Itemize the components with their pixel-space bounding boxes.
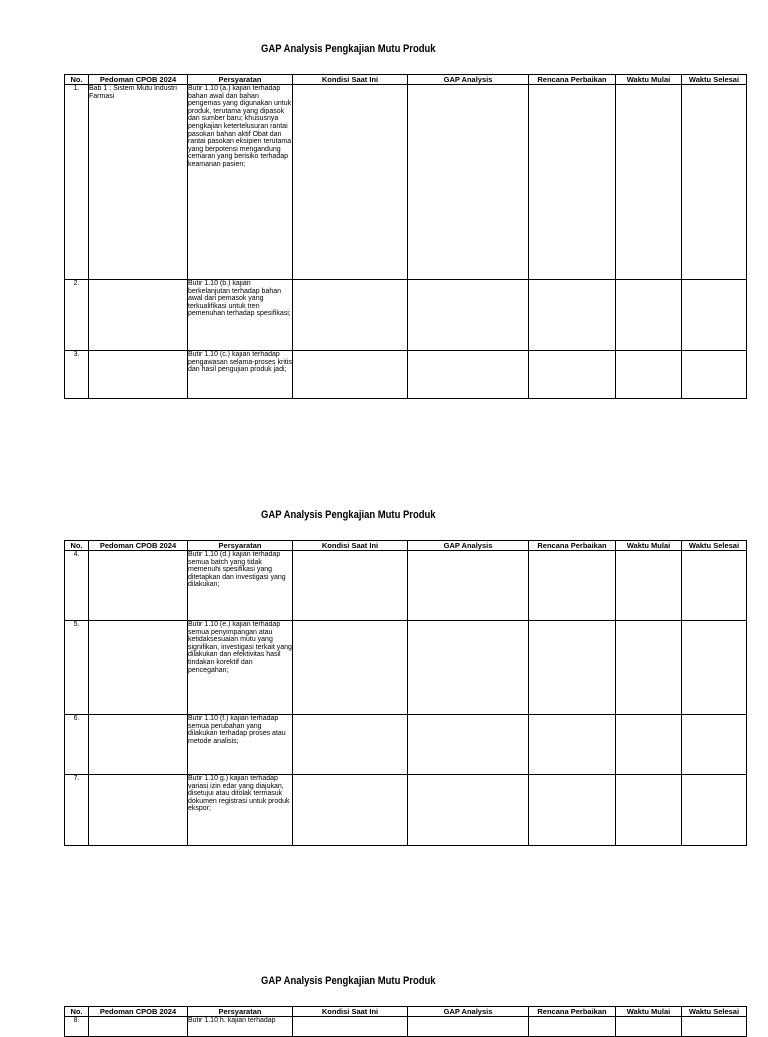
cell-gap-analysis[interactable] <box>408 280 529 351</box>
cell-waktu-mulai[interactable] <box>616 351 682 399</box>
header-persyaratan: Persyaratan <box>188 541 293 551</box>
cell-persyaratan: Butir 1.10 (f.) kajian terhadap semua perubahan yang dilakukan terhadap proses atau metode analisis; <box>188 715 293 775</box>
table-header-row <box>65 541 747 551</box>
header-persyaratan: Persyaratan <box>188 1007 293 1017</box>
cell-gap-analysis[interactable] <box>408 551 529 621</box>
table-header-row <box>65 1007 747 1017</box>
header-rencana: Rencana Perbaikan <box>529 541 616 551</box>
cell-waktu-selesai[interactable] <box>682 775 747 846</box>
header-waktu-mulai: Waktu Mulai <box>616 541 682 551</box>
header-kondisi: Kondisi Saat Ini <box>293 541 408 551</box>
header-waktu-selesai: Waktu Selesai <box>682 1007 747 1017</box>
header-pedoman: Pedoman CPOB 2024 <box>89 1007 188 1017</box>
cell-no: 7. <box>65 775 89 846</box>
header-waktu-mulai: Waktu Mulai <box>616 1007 682 1017</box>
header-waktu-mulai: Waktu Mulai <box>616 75 682 85</box>
cell-pedoman <box>89 280 188 351</box>
page-title: GAP Analysis Pengkajian Mutu Produk <box>261 509 436 521</box>
table-row <box>65 715 747 775</box>
cell-waktu-mulai[interactable] <box>616 775 682 846</box>
header-no: No. <box>65 75 89 85</box>
cell-waktu-selesai[interactable] <box>682 351 747 399</box>
header-gap-analysis: GAP Analysis <box>408 541 529 551</box>
cell-persyaratan: Butir 1.10 h. kajian terhadap <box>188 1017 293 1037</box>
header-gap-analysis: GAP Analysis <box>408 75 529 85</box>
cell-kondisi[interactable] <box>293 775 408 846</box>
cell-pedoman <box>89 715 188 775</box>
cell-no: 3. <box>65 351 89 399</box>
cell-waktu-selesai[interactable] <box>682 551 747 621</box>
page-title: GAP Analysis Pengkajian Mutu Produk <box>261 975 436 987</box>
cell-rencana[interactable] <box>529 775 616 846</box>
table-header-row <box>65 75 747 85</box>
gap-table <box>64 74 747 399</box>
cell-gap-analysis[interactable] <box>408 621 529 715</box>
cell-rencana[interactable] <box>529 621 616 715</box>
header-pedoman: Pedoman CPOB 2024 <box>89 75 188 85</box>
cell-kondisi[interactable] <box>293 1017 408 1037</box>
cell-pedoman <box>89 551 188 621</box>
cell-waktu-selesai[interactable] <box>682 715 747 775</box>
cell-waktu-mulai[interactable] <box>616 280 682 351</box>
gap-table <box>64 540 747 846</box>
cell-pedoman <box>89 621 188 715</box>
cell-kondisi[interactable] <box>293 85 408 280</box>
table-row <box>65 621 747 715</box>
header-kondisi: Kondisi Saat Ini <box>293 1007 408 1017</box>
cell-persyaratan: Butir 1.10 g.) kajian terhadap variasi izin edar yang diajukan, disetujui atau ditolak termasuk dokumen registrasi untuk produk ekspor; <box>188 775 293 846</box>
cell-pedoman: Bab 1 : Sistem Mutu Industri Farmasi <box>89 85 188 280</box>
cell-waktu-selesai[interactable] <box>682 280 747 351</box>
cell-waktu-mulai[interactable] <box>616 715 682 775</box>
cell-pedoman <box>89 351 188 399</box>
table-row <box>65 351 747 399</box>
cell-rencana[interactable] <box>529 551 616 621</box>
header-waktu-selesai: Waktu Selesai <box>682 541 747 551</box>
header-gap-analysis: GAP Analysis <box>408 1007 529 1017</box>
header-rencana: Rencana Perbaikan <box>529 1007 616 1017</box>
header-pedoman: Pedoman CPOB 2024 <box>89 541 188 551</box>
cell-kondisi[interactable] <box>293 280 408 351</box>
table-row <box>65 85 747 280</box>
header-no: No. <box>65 541 89 551</box>
header-persyaratan: Persyaratan <box>188 75 293 85</box>
cell-waktu-selesai[interactable] <box>682 1017 747 1037</box>
cell-waktu-selesai[interactable] <box>682 85 747 280</box>
cell-no: 1. <box>65 85 89 280</box>
cell-no: 4. <box>65 551 89 621</box>
header-no: No. <box>65 1007 89 1017</box>
cell-persyaratan: Butir 1.10 (d.) kajian terhadap semua batch yang tidak memenuhi spesifikasi yang ditetapkan dan investigasi yang dilakukan; <box>188 551 293 621</box>
page-title: GAP Analysis Pengkajian Mutu Produk <box>261 43 436 55</box>
cell-rencana[interactable] <box>529 715 616 775</box>
cell-waktu-mulai[interactable] <box>616 85 682 280</box>
table-row <box>65 1017 747 1037</box>
cell-waktu-mulai[interactable] <box>616 551 682 621</box>
cell-no: 8. <box>65 1017 89 1037</box>
gap-table <box>64 1006 747 1037</box>
cell-kondisi[interactable] <box>293 715 408 775</box>
header-waktu-selesai: Waktu Selesai <box>682 75 747 85</box>
cell-kondisi[interactable] <box>293 351 408 399</box>
cell-pedoman <box>89 775 188 846</box>
cell-rencana[interactable] <box>529 1017 616 1037</box>
cell-rencana[interactable] <box>529 280 616 351</box>
cell-gap-analysis[interactable] <box>408 775 529 846</box>
cell-waktu-selesai[interactable] <box>682 621 747 715</box>
header-rencana: Rencana Perbaikan <box>529 75 616 85</box>
cell-waktu-mulai[interactable] <box>616 1017 682 1037</box>
table-row <box>65 775 747 846</box>
cell-waktu-mulai[interactable] <box>616 621 682 715</box>
cell-rencana[interactable] <box>529 351 616 399</box>
cell-gap-analysis[interactable] <box>408 715 529 775</box>
cell-gap-analysis[interactable] <box>408 351 529 399</box>
cell-kondisi[interactable] <box>293 621 408 715</box>
header-kondisi: Kondisi Saat Ini <box>293 75 408 85</box>
cell-gap-analysis[interactable] <box>408 1017 529 1037</box>
cell-pedoman <box>89 1017 188 1037</box>
cell-persyaratan: Butir 1.10 (e.) kajian terhadap semua penyimpangan atau ketidaksesuaian mutu yang signifikan, investigasi terkait yang dilakukan dan efektivitas hasil tindakan korektif dan pencegahan; <box>188 621 293 715</box>
cell-no: 5. <box>65 621 89 715</box>
cell-no: 2. <box>65 280 89 351</box>
cell-no: 6. <box>65 715 89 775</box>
cell-persyaratan: Butir 1.10 (a.) kajian terhadap bahan awal dan bahan pengemas yang digunakan untuk produk, terutama yang dipasok dari sumber baru; khususnya pengkajian ketertelusuran rantai pasokan bahan aktif Obat dan rantai pasokan eksipien terutama yang berpotensi mengandung cemaran yang berisiko terhadap keamanan pasien; <box>188 85 293 280</box>
cell-persyaratan: Butir 1.10 (c.) kajian terhadap pengawasan selama-proses kritis dan hasil pengujian produk jadi; <box>188 351 293 399</box>
table-row <box>65 551 747 621</box>
cell-persyaratan: Butir 1.10 (b.) kajian berkelanjutan terhadap bahan awal dari pemasok yang terkualifikasi untuk tren pemenuhan terhadap spesifikasi; <box>188 280 293 351</box>
cell-rencana[interactable] <box>529 85 616 280</box>
cell-gap-analysis[interactable] <box>408 85 529 280</box>
table-row <box>65 280 747 351</box>
cell-kondisi[interactable] <box>293 551 408 621</box>
